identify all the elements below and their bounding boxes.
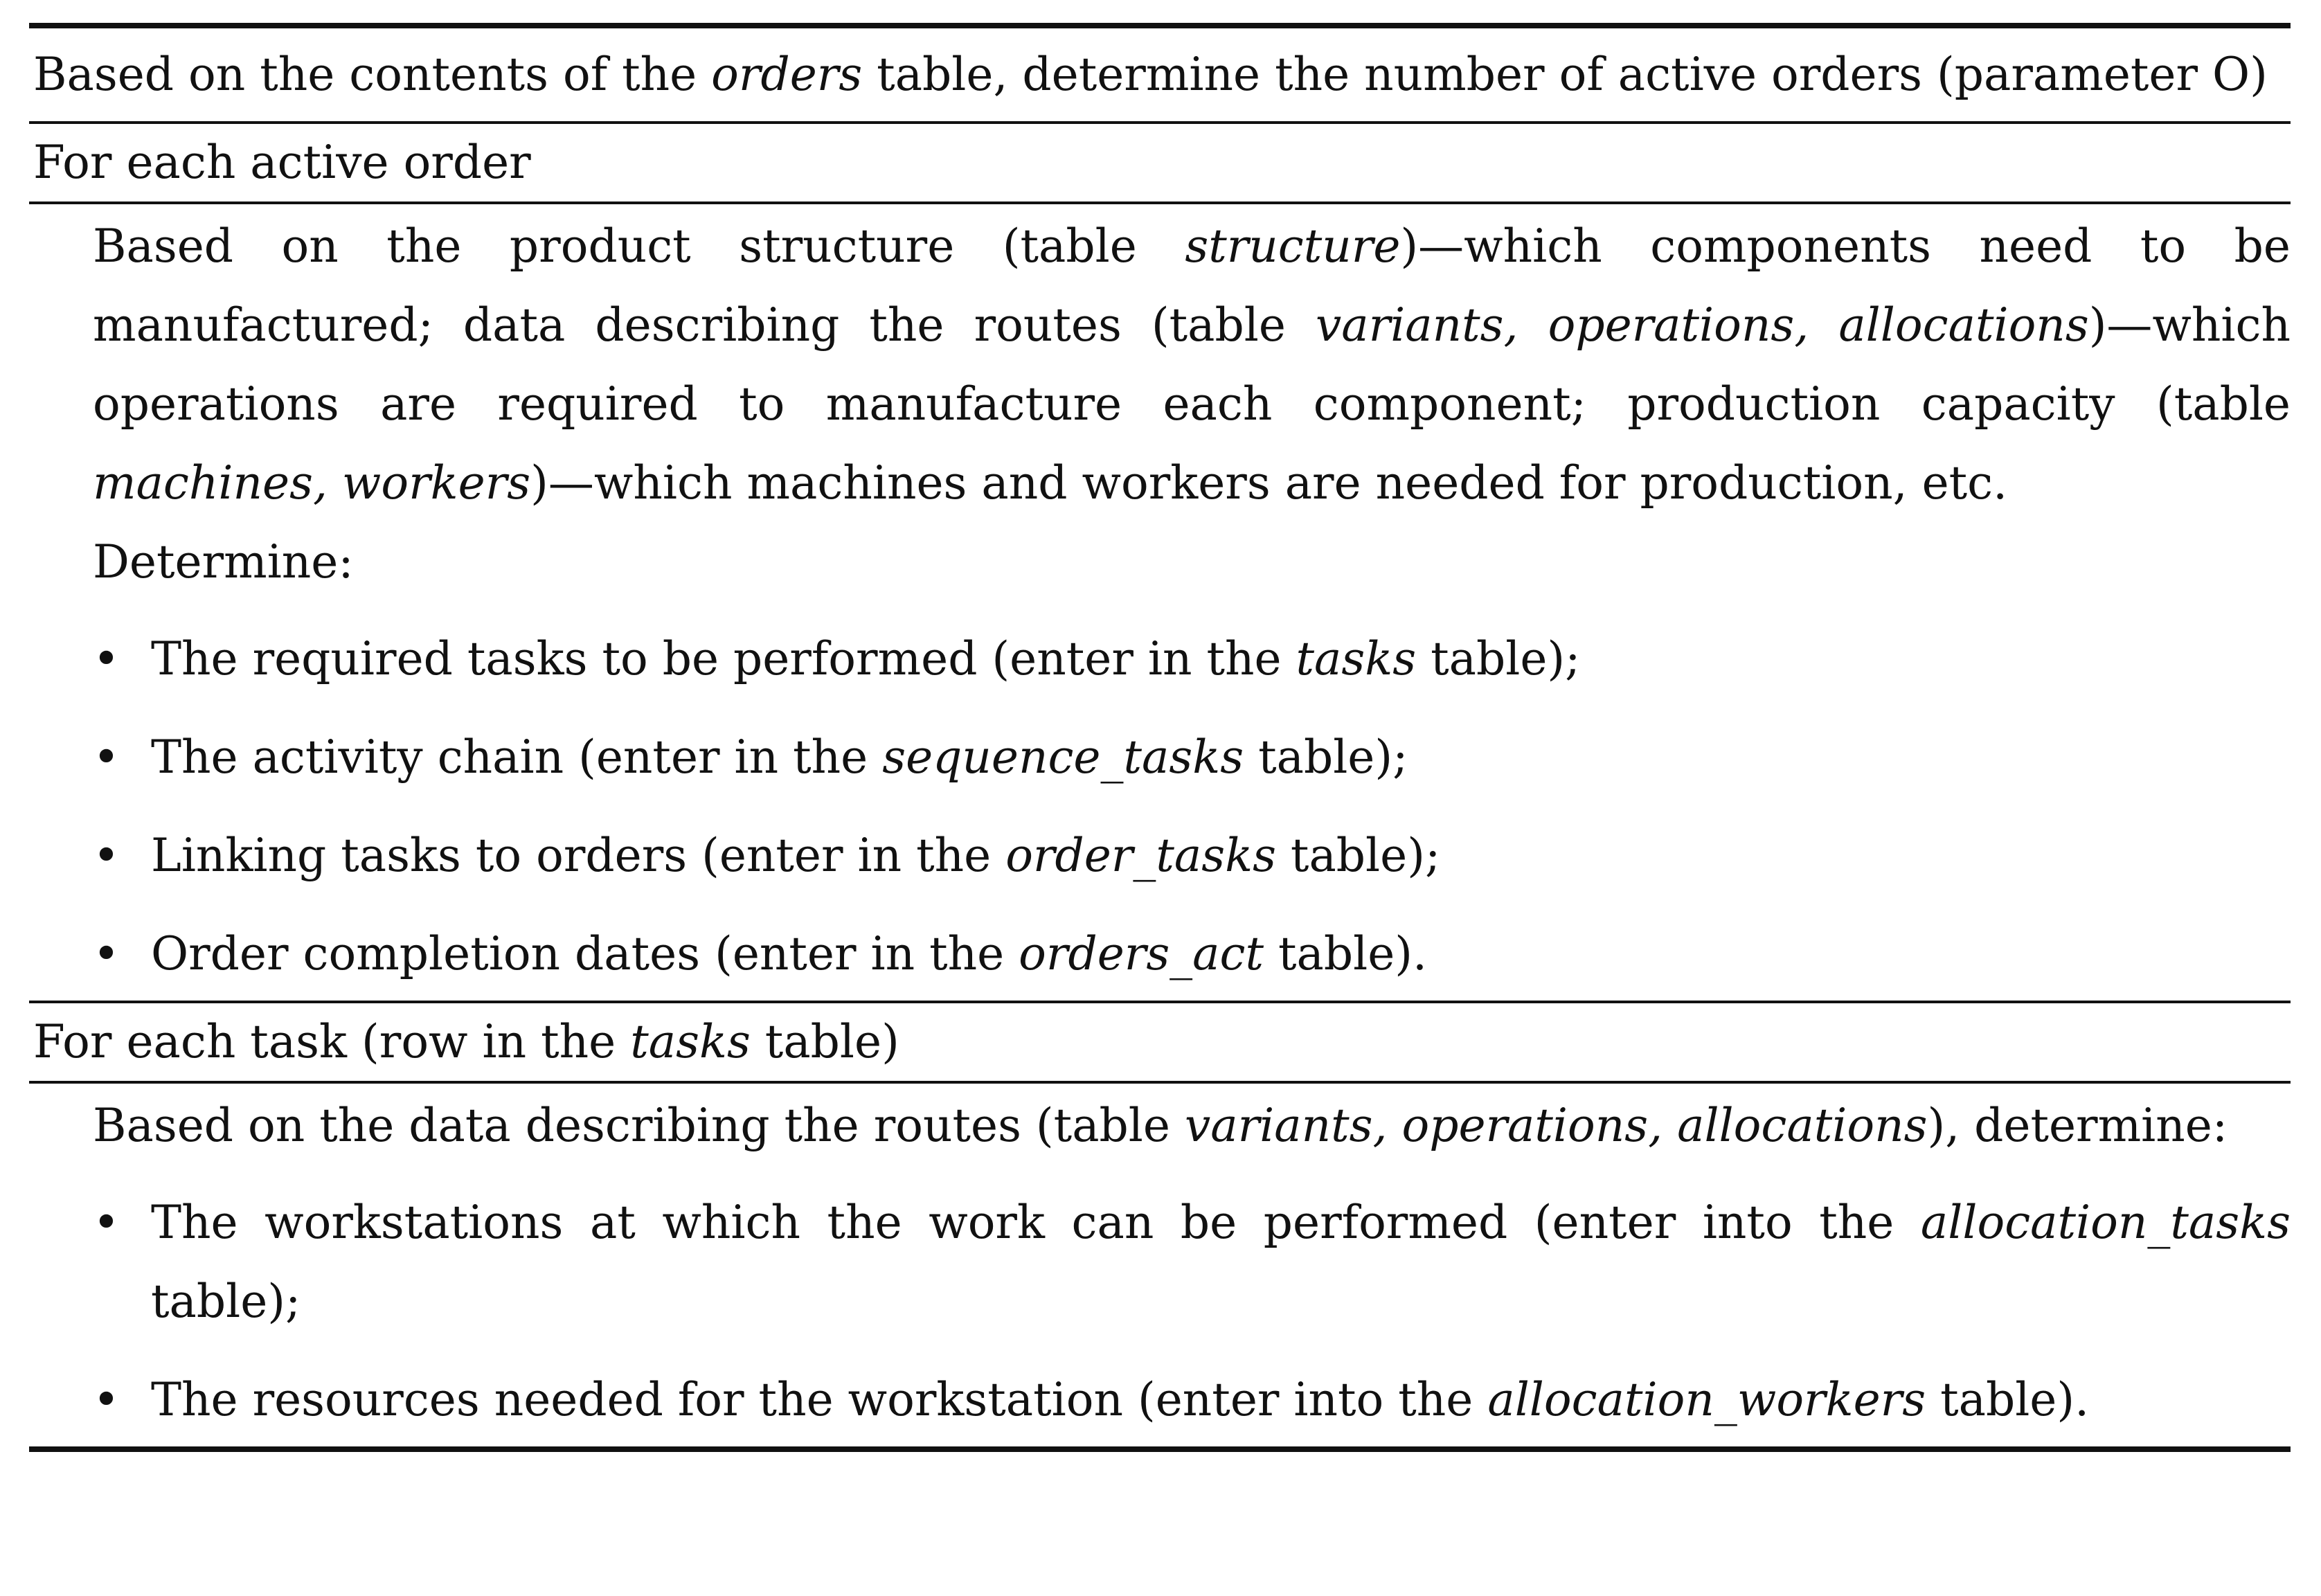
list-item: • The workstations at which the work can be performed (enter into the allocation_tasks table); [29, 1183, 2291, 1341]
loop-header-orders: For each active order [33, 136, 531, 189]
list-item: • Order completion dates (enter in the orders_act table). [29, 915, 2291, 994]
step-determine-active-orders: Based on the contents of the orders table, determine the number of active orders (parameter O) [33, 48, 2268, 101]
list-item: • The activity chain (enter in the sequence_tasks table); [29, 718, 2291, 797]
orders-bullet-list [93, 620, 2291, 994]
tasks-bullet-list [93, 1183, 2291, 1440]
structure-term: structure [1185, 219, 1401, 273]
bullet-icon: • [93, 1196, 120, 1249]
list-item: • The resources needed for the workstation (enter into the allocation_workers table). [29, 1361, 2291, 1440]
tasks-intro-paragraph: Based on the data describing the routes (table variants, operations, allocations), determine: [93, 1099, 2228, 1152]
bottom-rule [29, 1446, 2291, 1452]
bullet-icon: • [93, 829, 120, 882]
loop-body-orders [29, 204, 2291, 1001]
orders-table-term: orders [711, 48, 863, 101]
algorithm-table [29, 23, 2291, 1452]
routes-tables-term: variants, operations, allocations [1316, 298, 2089, 352]
orders-intro-paragraph: Based on the product structure (table structure)—which components need to be manufactured; data describing the routes (table variants, operations, allocations)—which operations are required to manufacture each component; production capacity (table machines, workers)—which machines and workers are needed for production, etc. [93, 219, 2291, 510]
determine-label: Determine: [93, 535, 354, 589]
bullet-icon: • [93, 1373, 120, 1426]
loop-body-tasks [29, 1084, 2291, 1446]
list-item: • The required tasks to be performed (enter in the tasks table); [29, 620, 2291, 699]
top-rule [29, 23, 2291, 28]
bullet-icon: • [93, 730, 120, 784]
loop-header-tasks: For each task (row in the tasks table) [33, 1015, 899, 1068]
bullet-icon: • [93, 632, 120, 685]
list-item: • Linking tasks to orders (enter in the order_tasks table); [29, 816, 2291, 895]
routes-tables-term: variants, operations, allocations [1184, 1099, 1928, 1152]
bullet-icon: • [93, 927, 120, 980]
capacity-tables-term: machines, workers [93, 456, 531, 510]
